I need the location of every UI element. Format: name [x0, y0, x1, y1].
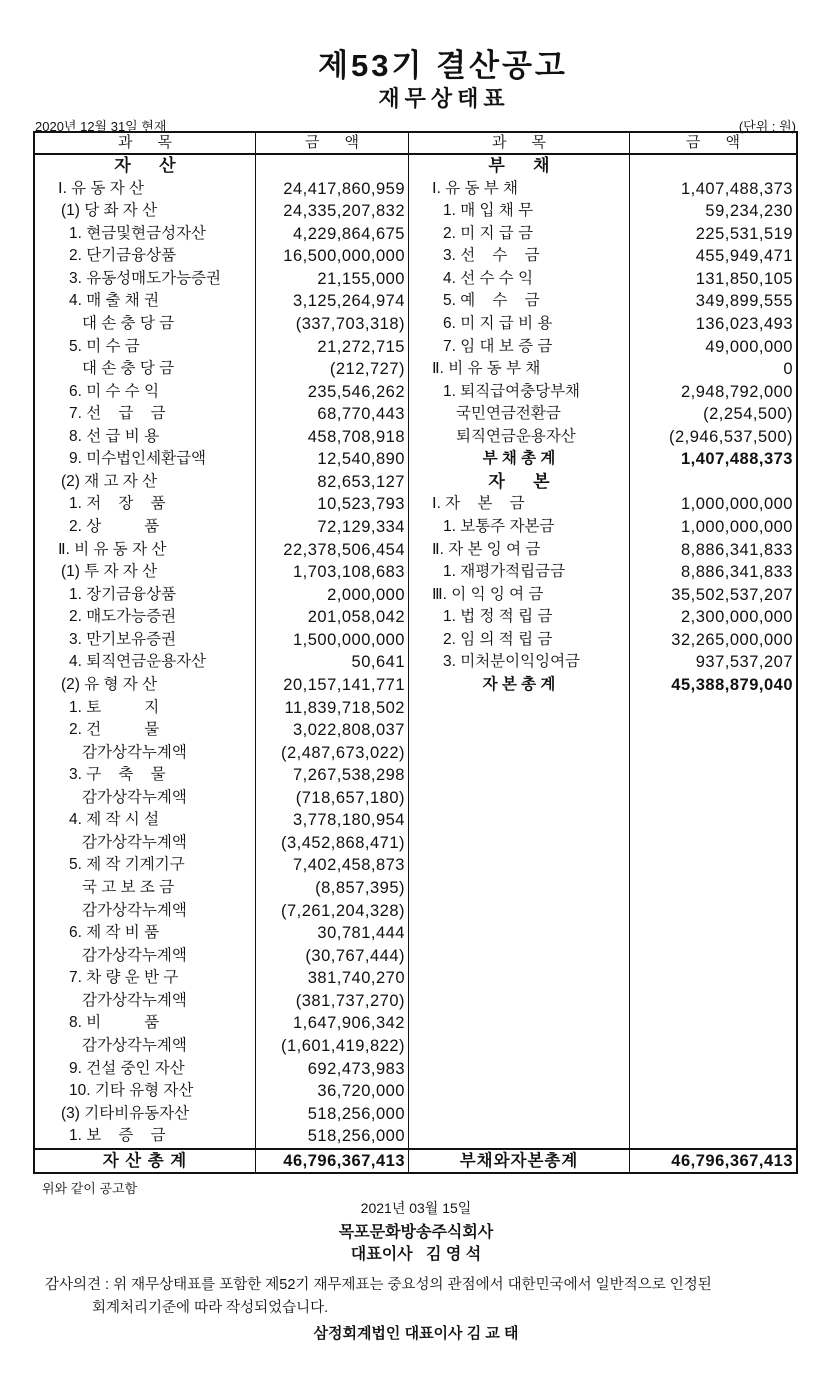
- table-row: [35, 629, 796, 652]
- table-row: [35, 336, 796, 359]
- asset-amount: 21,272,715: [256, 336, 409, 359]
- asset-amount: 82,653,127: [256, 471, 409, 494]
- asset-account-label: 감가상각누계액: [35, 990, 256, 1013]
- table-row: [35, 471, 796, 494]
- liability-equity-amount: [630, 990, 796, 1013]
- table-row: [35, 1012, 796, 1035]
- liability-equity-amount: [630, 877, 796, 900]
- liability-equity-account-label: 국민연금전환금: [409, 403, 630, 426]
- liability-equity-amount: [630, 1035, 796, 1058]
- table-row: [35, 358, 796, 381]
- table-row: [35, 178, 796, 201]
- asset-amount: (2,487,673,022): [256, 742, 409, 765]
- total-assets-label: 자 산 총 계: [35, 1150, 256, 1172]
- table-row: [35, 516, 796, 539]
- liability-equity-amount: 1,407,488,373: [680, 450, 793, 469]
- liability-equity-account-label: [409, 945, 630, 968]
- asset-account-label: 2. 건 물: [35, 719, 256, 742]
- liability-equity-account-label: 7. 임 대 보 증 금: [409, 336, 630, 359]
- liability-equity-account-label: [409, 900, 630, 923]
- asset-account-label: 8. 비 품: [35, 1012, 256, 1035]
- liability-equity-amount: [630, 697, 796, 720]
- asset-amount: [256, 155, 409, 178]
- asset-amount: 4,229,864,675: [256, 223, 409, 246]
- asset-amount: 7,267,538,298: [256, 764, 409, 787]
- asset-amount: 518,256,000: [256, 1125, 409, 1148]
- asset-amount: 12,540,890: [256, 448, 409, 471]
- liability-equity-account-label: 1. 보통주 자본금: [409, 516, 630, 539]
- table-row: [35, 967, 796, 990]
- liability-equity-account-label: [409, 1080, 630, 1103]
- table-row: [35, 539, 796, 562]
- liability-equity-amount: 1,000,000,000: [680, 495, 793, 514]
- table-row: [35, 606, 796, 629]
- table-total-row: [35, 1148, 796, 1174]
- asset-amount: 692,473,983: [256, 1058, 409, 1081]
- audit-opinion-line-1: 감사의견 : 위 재무상태표를 포함한 제52기 재무제표는 중요성의 관점에서 대한민국에서 일반적으로 인정된: [45, 1277, 712, 1293]
- liability-equity-account-label: 1. 법 정 적 립 금: [409, 606, 630, 629]
- liability-equity-amount: [630, 742, 796, 765]
- notice-text: 위와 같이 공고함: [42, 1181, 138, 1196]
- asset-amount: (30,767,444): [256, 945, 409, 968]
- asset-account-label: 7. 선 급 금: [35, 403, 256, 426]
- liability-equity-amount: 59,234,230: [705, 202, 793, 221]
- column-header-account-right: 과 목: [409, 133, 630, 153]
- asset-amount: 16,500,000,000: [256, 245, 409, 268]
- page-subtitle: 재무상태표: [378, 86, 510, 111]
- asset-amount: 21,155,000: [256, 268, 409, 291]
- liability-equity-amount: [630, 764, 796, 787]
- table-row: [35, 764, 796, 787]
- liability-equity-amount: [630, 945, 796, 968]
- liability-equity-account-label: Ⅱ. 자 본 잉 여 금: [409, 539, 630, 562]
- asset-amount: 10,523,793: [256, 493, 409, 516]
- table-row: [35, 1058, 796, 1081]
- liability-equity-amount: 2,300,000,000: [680, 608, 793, 627]
- liability-equity-amount: [630, 1103, 796, 1126]
- asset-account-label: 감가상각누계액: [35, 742, 256, 765]
- liability-equity-account-label: [409, 1058, 630, 1081]
- liability-equity-amount: (2,946,537,500): [668, 427, 793, 446]
- asset-account-label: (2) 재 고 자 산: [35, 471, 256, 494]
- liability-equity-amount: 1,407,488,373: [680, 179, 793, 198]
- liability-equity-account-label: [409, 854, 630, 877]
- audit-opinion-line-2: 회계처리기준에 따라 작성되었습니다.: [92, 1300, 329, 1316]
- asset-amount: 458,708,918: [256, 426, 409, 449]
- asset-account-label: Ⅱ. 비 유 동 자 산: [35, 539, 256, 562]
- asset-account-label: 1. 장기금융상품: [35, 584, 256, 607]
- table-row: [35, 223, 796, 246]
- table-row: [35, 832, 796, 855]
- liability-equity-amount: [630, 854, 796, 877]
- total-liabilities-equity-amount: 46,796,367,413: [671, 1151, 793, 1170]
- liability-equity-account-label: [409, 1103, 630, 1126]
- liability-equity-amount: 0: [783, 360, 793, 379]
- liability-equity-account-label: [409, 809, 630, 832]
- ceo-name: 대표이사 김 영 석: [350, 1246, 482, 1263]
- asset-amount: (381,737,270): [256, 990, 409, 1013]
- table-row: [35, 651, 796, 674]
- liability-equity-amount: 937,537,207: [695, 653, 793, 672]
- table-row: [35, 448, 796, 471]
- asset-account-label: 국 고 보 조 금: [35, 877, 256, 900]
- asset-amount: (337,703,318): [256, 313, 409, 336]
- table-row: [35, 403, 796, 426]
- liability-equity-amount: [630, 1080, 796, 1103]
- liability-equity-account-label: 4. 선 수 수 익: [409, 268, 630, 291]
- liability-equity-account-label: [409, 1125, 630, 1148]
- asset-amount: (1,601,419,822): [256, 1035, 409, 1058]
- total-assets-amount: 46,796,367,413: [256, 1150, 409, 1172]
- liability-equity-account-label: [409, 1035, 630, 1058]
- asset-account-label: (1) 당 좌 자 산: [35, 200, 256, 223]
- asset-account-label: 1. 토 지: [35, 697, 256, 720]
- table-row: [35, 990, 796, 1013]
- table-row: [35, 313, 796, 336]
- column-header-amount-left: 금 액: [256, 133, 409, 153]
- liability-equity-account-label: 2. 미 지 급 금: [409, 223, 630, 246]
- asset-account-label: 3. 구 축 물: [35, 764, 256, 787]
- as-of-date: 2020년 12월 31일 현재: [35, 119, 167, 134]
- asset-account-label: 5. 제 작 기계기구: [35, 854, 256, 877]
- asset-amount: (3,452,868,471): [256, 832, 409, 855]
- asset-account-label: 4. 매 출 채 권: [35, 290, 256, 313]
- column-header-account-left: 과 목: [35, 133, 256, 153]
- table-row: [35, 1035, 796, 1058]
- liability-equity-amount: [630, 809, 796, 832]
- asset-amount: 20,157,141,771: [256, 674, 409, 697]
- liability-equity-amount: (2,254,500): [703, 405, 793, 424]
- liability-equity-account-label: 3. 미처분이익잉여금: [409, 651, 630, 674]
- liability-equity-amount: 349,899,555: [695, 292, 793, 311]
- table-row: [35, 1103, 796, 1126]
- liability-equity-amount: 8,886,341,833: [680, 563, 793, 582]
- asset-account-label: 자 산: [35, 155, 256, 178]
- table-row: [35, 922, 796, 945]
- liability-equity-account-label: 자 본: [409, 471, 630, 494]
- liability-equity-account-label: [409, 742, 630, 765]
- liability-equity-account-label: [409, 1012, 630, 1035]
- asset-account-label: (2) 유 형 자 산: [35, 674, 256, 697]
- liability-equity-amount: [630, 922, 796, 945]
- liability-equity-amount: 35,502,537,207: [671, 585, 793, 604]
- table-row: [35, 719, 796, 742]
- asset-account-label: 3. 유동성매도가능증권: [35, 268, 256, 291]
- asset-amount: 36,720,000: [256, 1080, 409, 1103]
- asset-account-label: 10. 기타 유형 자산: [35, 1080, 256, 1103]
- asset-account-label: 2. 매도가능증권: [35, 606, 256, 629]
- asset-amount: 50,641: [256, 651, 409, 674]
- asset-account-label: 2. 상 품: [35, 516, 256, 539]
- liability-equity-account-label: 자 본 총 계: [409, 674, 630, 697]
- liability-equity-account-label: [409, 990, 630, 1013]
- balance-sheet-table: [33, 131, 798, 1174]
- page-title: 제53기 결산공고: [318, 48, 568, 83]
- asset-amount: 3,022,808,037: [256, 719, 409, 742]
- liability-equity-amount: [630, 1012, 796, 1035]
- unit-label: (단위 : 원): [738, 119, 796, 134]
- table-row: [35, 268, 796, 291]
- table-row: [35, 1125, 796, 1148]
- asset-amount: 201,058,042: [256, 606, 409, 629]
- table-row: [35, 787, 796, 810]
- liability-equity-amount: 49,000,000: [705, 337, 793, 356]
- liability-equity-amount: 1,000,000,000: [680, 518, 793, 536]
- table-header-row: [35, 133, 796, 155]
- asset-account-label: 감가상각누계액: [35, 900, 256, 923]
- asset-account-label: 4. 제 작 시 설: [35, 809, 256, 832]
- asset-amount: (212,727): [256, 358, 409, 381]
- asset-amount: 3,778,180,954: [256, 809, 409, 832]
- liability-equity-account-label: [409, 922, 630, 945]
- table-row: [35, 742, 796, 765]
- asset-account-label: 9. 건설 중인 자산: [35, 1058, 256, 1081]
- liability-equity-amount: 32,265,000,000: [671, 630, 793, 649]
- liability-equity-account-label: 부 채: [409, 155, 630, 178]
- asset-amount: 518,256,000: [256, 1103, 409, 1126]
- liability-equity-account-label: [409, 877, 630, 900]
- liability-equity-amount: 455,949,471: [695, 247, 793, 266]
- asset-amount: 68,770,443: [256, 403, 409, 426]
- liability-equity-account-label: [409, 787, 630, 810]
- asset-amount: 1,500,000,000: [256, 629, 409, 652]
- liability-equity-amount: 2,948,792,000: [680, 382, 793, 401]
- asset-account-label: 1. 보 증 금: [35, 1125, 256, 1148]
- table-row: [35, 200, 796, 223]
- asset-account-label: 6. 미 수 수 익: [35, 381, 256, 404]
- liability-equity-account-label: Ⅰ. 유 동 부 채: [409, 178, 630, 201]
- liability-equity-account-label: 5. 예 수 금: [409, 290, 630, 313]
- asset-amount: 11,839,718,502: [256, 697, 409, 720]
- liability-equity-amount: [630, 787, 796, 810]
- asset-account-label: (1) 투 자 자 산: [35, 561, 256, 584]
- asset-account-label: 8. 선 급 비 용: [35, 426, 256, 449]
- asset-account-label: 감가상각누계액: [35, 832, 256, 855]
- asset-account-label: 대 손 충 당 금: [35, 358, 256, 381]
- table-row: [35, 584, 796, 607]
- liability-equity-amount: [630, 1125, 796, 1148]
- table-row: [35, 493, 796, 516]
- asset-amount: 24,335,207,832: [256, 200, 409, 223]
- asset-account-label: 감가상각누계액: [35, 945, 256, 968]
- table-row: [35, 945, 796, 968]
- asset-account-label: 감가상각누계액: [35, 1035, 256, 1058]
- liability-equity-account-label: [409, 719, 630, 742]
- liability-equity-amount: 8,886,341,833: [680, 540, 793, 559]
- asset-account-label: 1. 현금및현금성자산: [35, 223, 256, 246]
- asset-amount: (8,857,395): [256, 877, 409, 900]
- liability-equity-account-label: Ⅲ. 이 익 잉 여 금: [409, 584, 630, 607]
- asset-account-label: 감가상각누계액: [35, 787, 256, 810]
- asset-amount: 30,781,444: [256, 922, 409, 945]
- liability-equity-account-label: 1. 매 입 채 무: [409, 200, 630, 223]
- table-row: [35, 381, 796, 404]
- table-row: [35, 290, 796, 313]
- asset-amount: 72,129,334: [256, 516, 409, 539]
- liability-equity-account-label: [409, 697, 630, 720]
- table-row: [35, 854, 796, 877]
- table-row: [35, 877, 796, 900]
- liability-equity-account-label: 1. 퇴직급여충당부채: [409, 381, 630, 404]
- table-row: [35, 900, 796, 923]
- asset-amount: 2,000,000: [256, 584, 409, 607]
- asset-amount: 1,703,108,683: [256, 561, 409, 584]
- liability-equity-account-label: 3. 선 수 금: [409, 245, 630, 268]
- asset-amount: 1,647,906,342: [256, 1012, 409, 1035]
- asset-amount: 7,402,458,873: [256, 854, 409, 877]
- asset-account-label: 7. 차 량 운 반 구: [35, 967, 256, 990]
- asset-account-label: 9. 미수법인세환급액: [35, 448, 256, 471]
- column-header-amount-right: 금 액: [686, 134, 740, 151]
- liability-equity-account-label: [409, 832, 630, 855]
- liability-equity-account-label: 퇴직연금운용자산: [409, 426, 630, 449]
- asset-account-label: 6. 제 작 비 품: [35, 922, 256, 945]
- liability-equity-amount: 45,388,879,040: [671, 675, 793, 694]
- liability-equity-amount: [630, 1058, 796, 1081]
- liability-equity-amount: 136,023,493: [695, 314, 793, 333]
- table-row: [35, 155, 796, 178]
- auditor-name: 삼정회계법인 대표이사 김 교 태: [313, 1325, 519, 1342]
- liability-equity-amount: [630, 471, 796, 494]
- notice-date: 2021년 03월 15일: [360, 1200, 472, 1216]
- table-row: [35, 426, 796, 449]
- table-row: [35, 245, 796, 268]
- table-row: [35, 697, 796, 720]
- liability-equity-amount: [630, 900, 796, 923]
- liability-equity-account-label: [409, 764, 630, 787]
- asset-account-label: 1. 저 장 품: [35, 493, 256, 516]
- asset-account-label: (3) 기타비유동자산: [35, 1103, 256, 1126]
- table-row: [35, 674, 796, 697]
- asset-amount: (7,261,204,328): [256, 900, 409, 923]
- liability-equity-amount: [630, 967, 796, 990]
- asset-account-label: 2. 단기금융상품: [35, 245, 256, 268]
- liability-equity-amount: 131,850,105: [695, 269, 793, 288]
- asset-account-label: 대 손 충 당 금: [35, 313, 256, 336]
- company-name: 목포문화방송주식회사: [338, 1224, 494, 1241]
- liability-equity-account-label: Ⅰ. 자 본 금: [409, 493, 630, 516]
- liability-equity-account-label: 1. 재평가적립금금: [409, 561, 630, 584]
- asset-amount: 3,125,264,974: [256, 290, 409, 313]
- asset-account-label: 4. 퇴직연금운용자산: [35, 651, 256, 674]
- liability-equity-account-label: Ⅱ. 비 유 동 부 채: [409, 358, 630, 381]
- liability-equity-account-label: 부 채 총 계: [409, 448, 630, 471]
- liability-equity-amount: [630, 719, 796, 742]
- total-liabilities-equity-label: 부채와자본총계: [409, 1150, 630, 1172]
- liability-equity-account-label: [409, 967, 630, 990]
- asset-account-label: Ⅰ. 유 동 자 산: [35, 178, 256, 201]
- liability-equity-amount: [630, 832, 796, 855]
- table-row: [35, 1080, 796, 1103]
- asset-account-label: 5. 미 수 금: [35, 336, 256, 359]
- liability-equity-amount: [630, 155, 796, 178]
- liability-equity-account-label: 6. 미 지 급 비 용: [409, 313, 630, 336]
- liability-equity-amount: 225,531,519: [695, 224, 793, 243]
- liability-equity-account-label: 2. 임 의 적 립 금: [409, 629, 630, 652]
- asset-amount: 381,740,270: [256, 967, 409, 990]
- table-row: [35, 561, 796, 584]
- asset-amount: 22,378,506,454: [256, 539, 409, 562]
- table-body: [35, 155, 796, 1148]
- table-row: [35, 809, 796, 832]
- asset-amount: (718,657,180): [256, 787, 409, 810]
- asset-amount: 235,546,262: [256, 381, 409, 404]
- asset-account-label: 3. 만기보유증권: [35, 629, 256, 652]
- asset-amount: 24,417,860,959: [256, 178, 409, 201]
